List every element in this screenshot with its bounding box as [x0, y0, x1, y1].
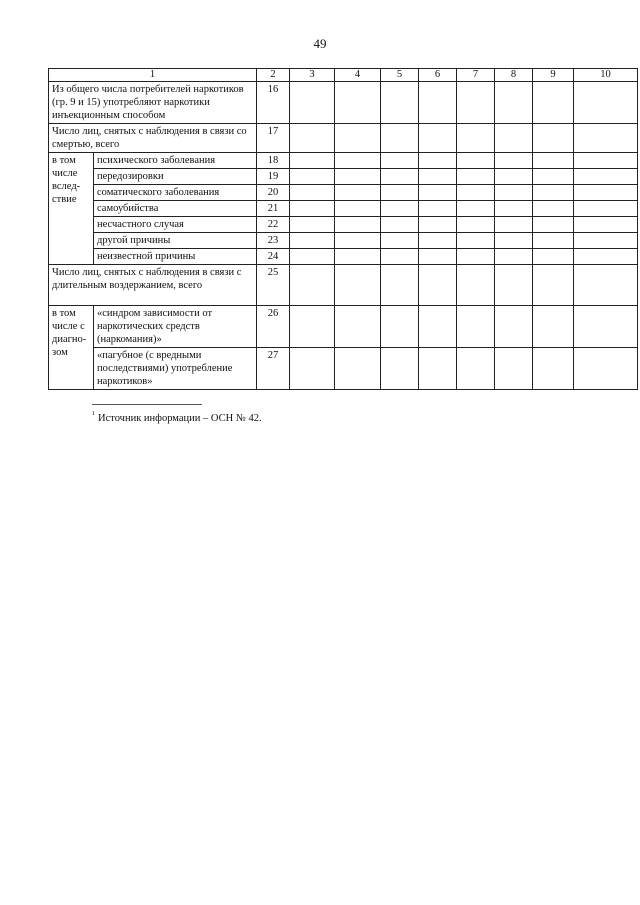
row-label: Число лиц, снятых с наблюдения в связи с длительным воздержанием, всего [49, 265, 257, 306]
page-number: 49 [313, 36, 327, 51]
table-row [49, 233, 638, 249]
report-table [48, 68, 638, 390]
row-label: передозировки [94, 169, 257, 185]
footnote-marker: 1 [92, 411, 95, 417]
row-code: 25 [257, 265, 290, 306]
row-label: другой причины [94, 233, 257, 249]
header-cell-10: 10 [574, 69, 638, 82]
row-label: неизвестной причины [94, 249, 257, 265]
row-label: Из общего числа потребителей наркотиков (гр. 9 и 15) употребляют наркотики инъекционным способом [49, 82, 257, 124]
row-code: 24 [257, 249, 290, 265]
row-code: 23 [257, 233, 290, 249]
row-code: 22 [257, 217, 290, 233]
header-cell-1: 1 [49, 69, 257, 82]
row-label: самоубийства [94, 201, 257, 217]
row-code: 27 [257, 348, 290, 390]
header-cell-7: 7 [457, 69, 495, 82]
row-code: 17 [257, 124, 290, 153]
row-label: «пагубное (с вредными последствиями) употребление наркотиков» [94, 348, 257, 390]
header-cell-2: 2 [257, 69, 290, 82]
group-label-death: в том числе вслед-ствие [49, 153, 94, 265]
header-cell-6: 6 [419, 69, 457, 82]
header-cell-3: 3 [290, 69, 335, 82]
row-code: 19 [257, 169, 290, 185]
table-row [49, 348, 638, 390]
footnote [92, 411, 262, 424]
row-label: «синдром зависимости от наркотических средств (наркомания)» [94, 306, 257, 348]
table-row [49, 82, 638, 124]
table-row [49, 201, 638, 217]
footnote-divider [92, 404, 202, 405]
row-label: Число лиц, снятых с наблюдения в связи со смертью, всего [49, 124, 257, 153]
table-row [49, 153, 638, 169]
table-row [49, 265, 638, 306]
row-code: 20 [257, 185, 290, 201]
header-cell-8: 8 [495, 69, 533, 82]
row-label: соматического заболевания [94, 185, 257, 201]
footnote-text: Источник информации – ОСН № 42. [98, 413, 262, 424]
table-row [49, 217, 638, 233]
table-row [49, 306, 638, 348]
table-row [49, 169, 638, 185]
header-cell-9: 9 [533, 69, 574, 82]
row-code: 16 [257, 82, 290, 124]
row-label: психического заболевания [94, 153, 257, 169]
row-code: 26 [257, 306, 290, 348]
table-row [49, 124, 638, 153]
header-row [49, 69, 638, 82]
row-code: 21 [257, 201, 290, 217]
table-row [49, 185, 638, 201]
row-code: 18 [257, 153, 290, 169]
header-cell-4: 4 [335, 69, 381, 82]
row-label: несчастного случая [94, 217, 257, 233]
table-row [49, 249, 638, 265]
header-cell-5: 5 [381, 69, 419, 82]
group-label-diagnosis: в том числе с диагно-зом [49, 306, 94, 390]
